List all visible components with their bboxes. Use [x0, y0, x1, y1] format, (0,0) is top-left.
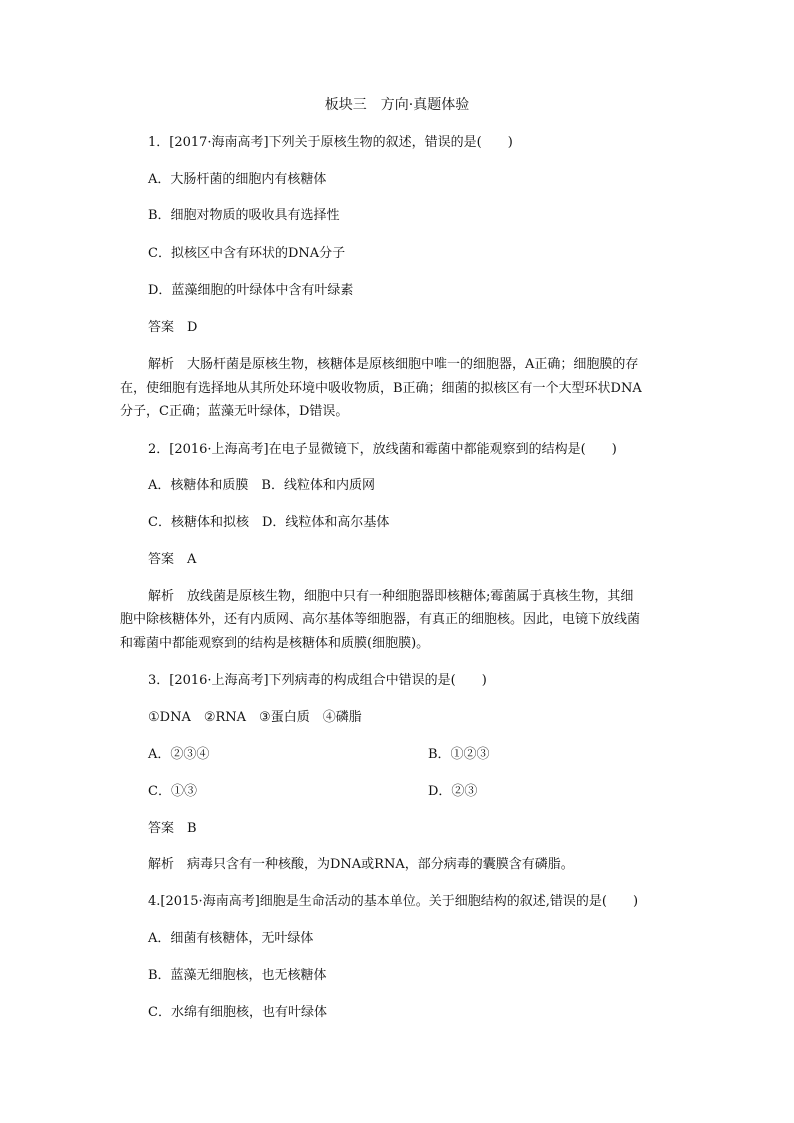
question-1-option-c: C．拟核区中含有环状的DNA分子 — [148, 246, 346, 261]
question-4-option-b: B．蓝藻无细胞核，也无核糖体 — [148, 968, 327, 983]
question-1-analysis-line: 在，使细胞有选择地从其所处环境中吸收物质，B正确；细菌的拟核区有一个大型环状DNA — [120, 381, 642, 396]
question-2-analysis-line: 胞中除核糖体外，还有内质网、高尔基体等细胞器，有真正的细胞核。因此，电镜下放线菌 — [120, 612, 641, 627]
question-1-option-d: D．蓝藻细胞的叶绿体中含有叶绿素 — [148, 283, 354, 298]
question-3-option-b: B．①②③ — [428, 747, 490, 762]
question-2-analysis-line: 和霉菌中都能观察到的结构是核糖体和质膜(细胞膜)。 — [120, 636, 430, 651]
page-title: 板块三 方向·真题体验 — [324, 97, 470, 113]
question-3-analysis-line: 解析 病毒只含有一种核酸，为DNA或RNA，部分病毒的囊膜含有磷脂。 — [148, 857, 574, 872]
question-2-options-cd: C．核糖体和拟核 D．线粒体和高尔基体 — [148, 515, 390, 530]
question-1-analysis-line: 解析 大肠杆菌是原核生物，核糖体是原核细胞中唯一的细胞器，A正确；细胞膜的存 — [148, 357, 639, 372]
question-4-option-a: A．细菌有核糖体，无叶绿体 — [148, 931, 314, 946]
question-2-options-ab: A．核糖体和质膜 B．线粒体和内质网 — [148, 478, 375, 493]
question-1-option-a: A．大肠杆菌的细胞内有核糖体 — [148, 172, 327, 187]
question-3-stem: 3．[2016·上海高考]下列病毒的构成组合中错误的是( ) — [148, 673, 487, 688]
question-2-stem: 2．[2016·上海高考]在电子显微镜下，放线菌和霉菌中都能观察到的结构是( ) — [148, 442, 617, 457]
question-3-option-c: C．①③ — [148, 784, 197, 799]
question-2-analysis-line: 解析 放线菌是原核生物，细胞中只有一种细胞器即核糖体;霉菌属于真核生物，其细 — [148, 589, 634, 604]
question-3-option-a: A．②③④ — [148, 747, 210, 762]
question-4-stem: 4.[2015·海南高考]细胞是生命活动的基本单位。关于细胞结构的叙述,错误的是( ) — [148, 894, 639, 909]
question-4-option-c: C．水绵有细胞核，也有叶绿体 — [148, 1005, 327, 1020]
question-1-answer: 答案 D — [148, 320, 198, 335]
question-1-stem: 1．[2017·海南高考]下列关于原核生物的叙述，错误的是( ) — [148, 135, 513, 150]
question-1-option-b: B．细胞对物质的吸收具有选择性 — [148, 208, 340, 223]
question-3-option-d: D．②③ — [428, 784, 478, 799]
question-1-analysis-line: 分子，C正确；蓝藻无叶绿体，D错误。 — [120, 404, 349, 419]
question-3-answer: 答案 B — [148, 821, 197, 836]
question-3-items: ①DNA ②RNA ③蛋白质 ④磷脂 — [148, 710, 362, 725]
question-2-answer: 答案 A — [148, 552, 197, 567]
